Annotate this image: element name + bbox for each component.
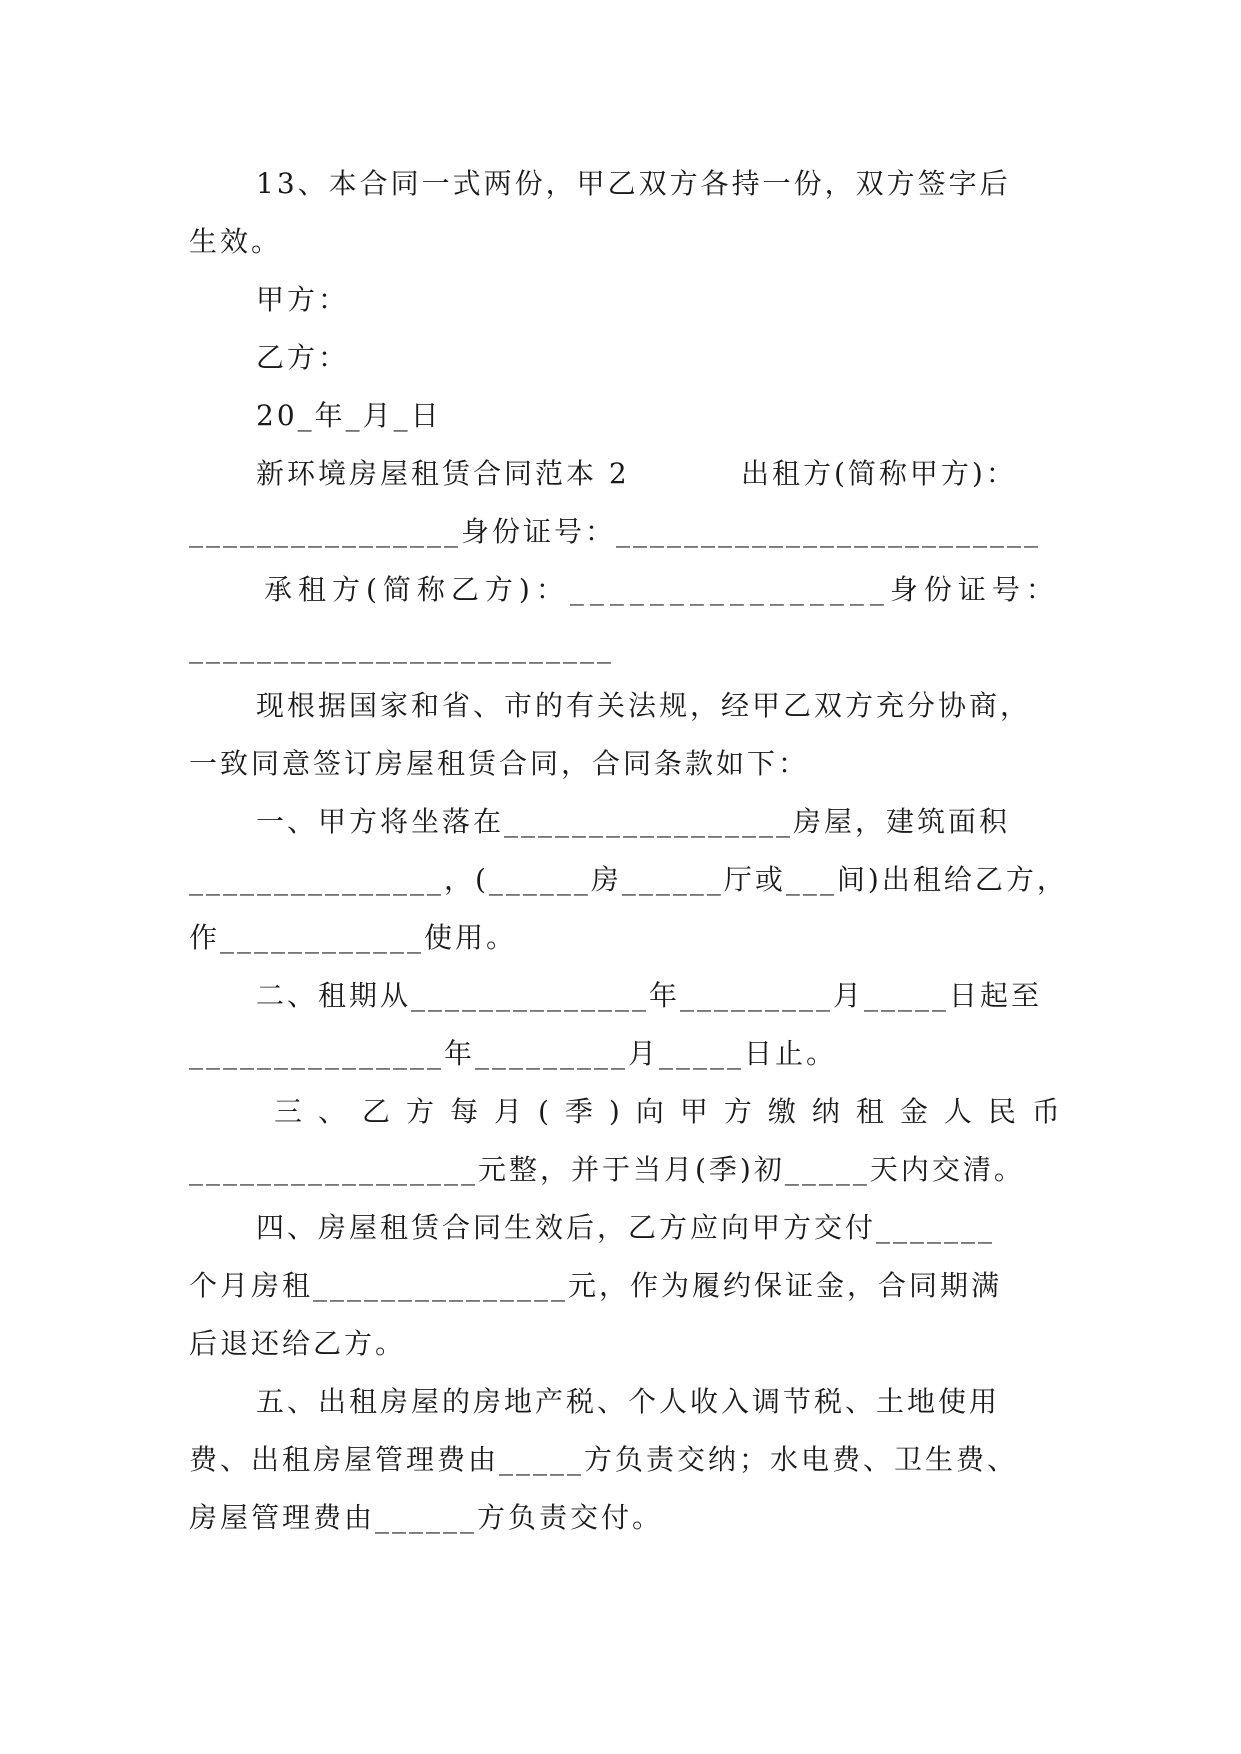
lessor-id-line: ________________身份证号：_________________________ — [189, 515, 1042, 548]
clause-4-line-3: 后退还给乙方。 — [189, 1327, 407, 1360]
clause-4-line-2: 个月房租_______________元，作为履约保证金，合同期满 — [189, 1269, 1003, 1302]
contract-title: 新环境房屋租赁合同范本 2 — [256, 457, 630, 490]
lessee-line: 承租方(简称乙方)：________________身份证号： — [264, 573, 1060, 606]
clause-2-line-1: 二、租期从______________年_________月_____日起至 — [256, 979, 1043, 1012]
lessee-id-blank: _________________________ — [189, 631, 614, 664]
clause-1-line-1: 一、甲方将坐落在_________________房屋，建筑面积 — [256, 805, 1011, 838]
clause-3-line-1: 三、乙方每月(季)向甲方缴纳租金人民币 — [274, 1095, 1076, 1128]
clause-3-line-2: _________________元整，并于当月(季)初_____天内交清。 — [189, 1153, 1025, 1186]
clause-13-line-2: 生效。 — [189, 225, 283, 258]
lessor-label: 出租方(简称甲方)： — [741, 457, 1017, 490]
preamble-line-2: 一致同意签订房屋租赁合同，合同条款如下： — [189, 747, 810, 780]
clause-5-line-1: 五、出租房屋的房地产税、个人收入调节税、土地使用 — [256, 1385, 1001, 1418]
clause-5-line-3: 房屋管理费由______方负责交付。 — [189, 1501, 664, 1534]
clause-13-line-1: 13、本合同一式两份，甲乙双方各持一份，双方签字后 — [256, 167, 1011, 200]
signature-date: 20_年_月_日 — [256, 399, 442, 432]
clause-4-line-1: 四、房屋租赁合同生效后，乙方应向甲方交付_______ — [256, 1211, 996, 1244]
party-b-signature-label: 乙方： — [256, 341, 350, 374]
party-a-signature-label: 甲方： — [256, 283, 350, 316]
clause-5-line-2: 费、出租房屋管理费由_____方负责交纳；水电费、卫生费、 — [189, 1443, 1019, 1476]
clause-2-line-2: _______________年_________月_____日止。 — [189, 1037, 838, 1070]
clause-1-line-3: 作____________使用。 — [189, 921, 518, 954]
clause-1-line-2: _______________，(______房______厅或___间)出租给乙方， — [189, 863, 1068, 896]
preamble-line-1: 现根据国家和省、市的有关法规，经甲乙双方充分协商， — [256, 689, 1032, 722]
